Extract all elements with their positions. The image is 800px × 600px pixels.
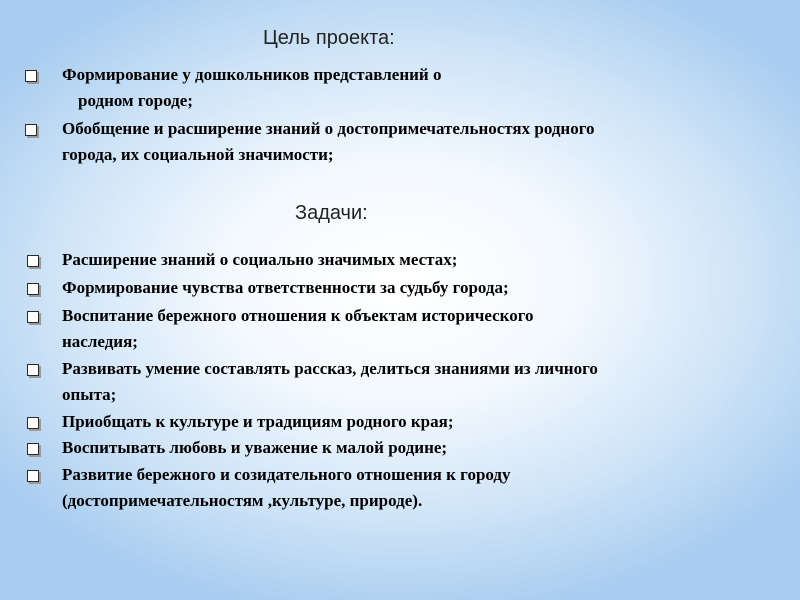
- goal-title: Цель проекта:: [263, 27, 395, 49]
- tasks-title: Задачи:: [295, 202, 368, 224]
- task-item-text: Развивать умение составлять рассказ, делиться знаниями из личного: [62, 359, 598, 378]
- goal-item-text: Формирование у дошкольников представлений о: [62, 65, 442, 84]
- checkbox-bullet-icon: [27, 283, 39, 295]
- task-item-text: Приобщать к культуре и традициям родного края;: [62, 412, 454, 431]
- task-item-text: опыта;: [62, 385, 117, 404]
- checkbox-bullet-icon: [25, 70, 37, 82]
- checkbox-bullet-icon: [27, 470, 39, 482]
- task-item-text: наследия;: [62, 332, 138, 351]
- goal-item-text: Обобщение и расширение знаний о достопримечательностях родного: [62, 119, 595, 138]
- checkbox-bullet-icon: [25, 124, 37, 136]
- checkbox-bullet-icon: [27, 443, 39, 455]
- task-item-text: Расширение знаний о социально значимых местах;: [62, 250, 458, 269]
- task-item-text: (достопримечательностям ,культуре, природе).: [62, 491, 423, 510]
- task-item-text: Воспитывать любовь и уважение к малой родине;: [62, 438, 448, 457]
- task-item-text: Формирование чувства ответственности за судьбу города;: [62, 278, 509, 297]
- checkbox-bullet-icon: [27, 311, 39, 323]
- task-item-text: Воспитание бережного отношения к объектам исторического: [62, 306, 534, 325]
- goal-item-text: города, их социальной значимости;: [62, 145, 334, 164]
- goal-item-text: родном городе;: [78, 91, 193, 110]
- checkbox-bullet-icon: [27, 255, 39, 267]
- task-item-text: Развитие бережного и созидательного отношения к городу: [62, 465, 511, 484]
- checkbox-bullet-icon: [27, 364, 39, 376]
- checkbox-bullet-icon: [27, 417, 39, 429]
